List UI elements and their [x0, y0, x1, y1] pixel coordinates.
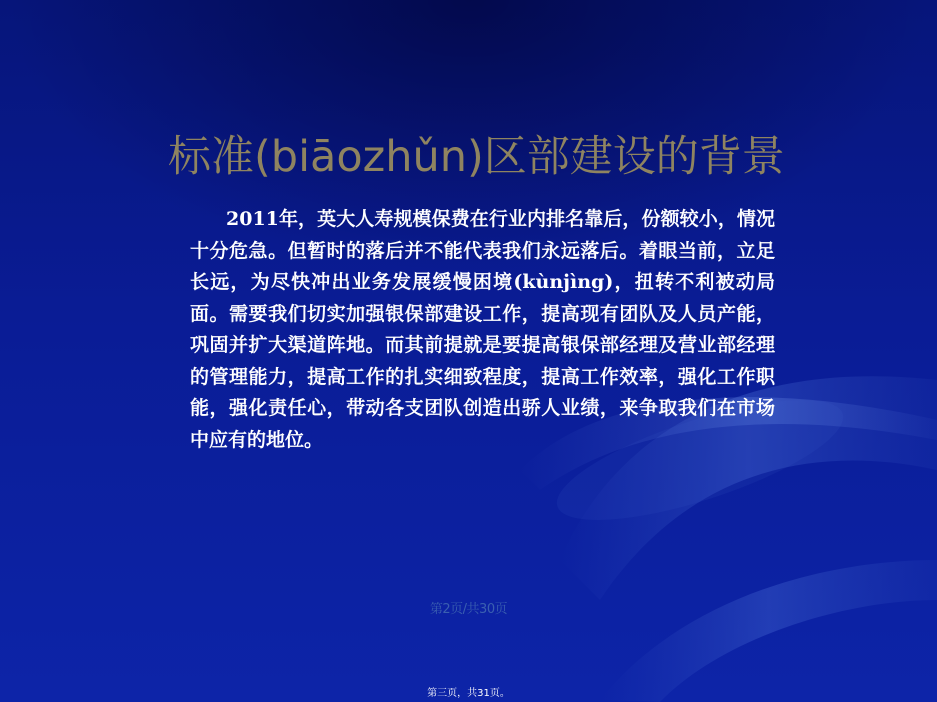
page-indicator: 第2页/共30页 [429, 602, 508, 617]
body-paragraph: 2011年，英大人寿规模保费在行业内排名靠后，份额较小，情况十分危急。但暂时的落后并不能代表我们永远落后。着眼当前，立足长远，为尽快冲出业务发展缓慢困境(kùnjìng)，扭转不利被动局面。需要我们切实加强银保部建设工作，提高现有团队及人员产能，巩固并扩大渠道阵地。而其前提就是要提高银保部经理及营业部经理的管理能力，提高工作的扎实细致程度，提高工作效率，强化工作职能，强化责任心，带动各支团队创造出骄人业绩，来争取我们在市场中应有的地位。 [190, 208, 775, 451]
slide-title: 标准(biāozhǔn)区部建设的背景 [168, 132, 785, 182]
footer-page-count: 第三页，共31页。 [427, 688, 510, 699]
